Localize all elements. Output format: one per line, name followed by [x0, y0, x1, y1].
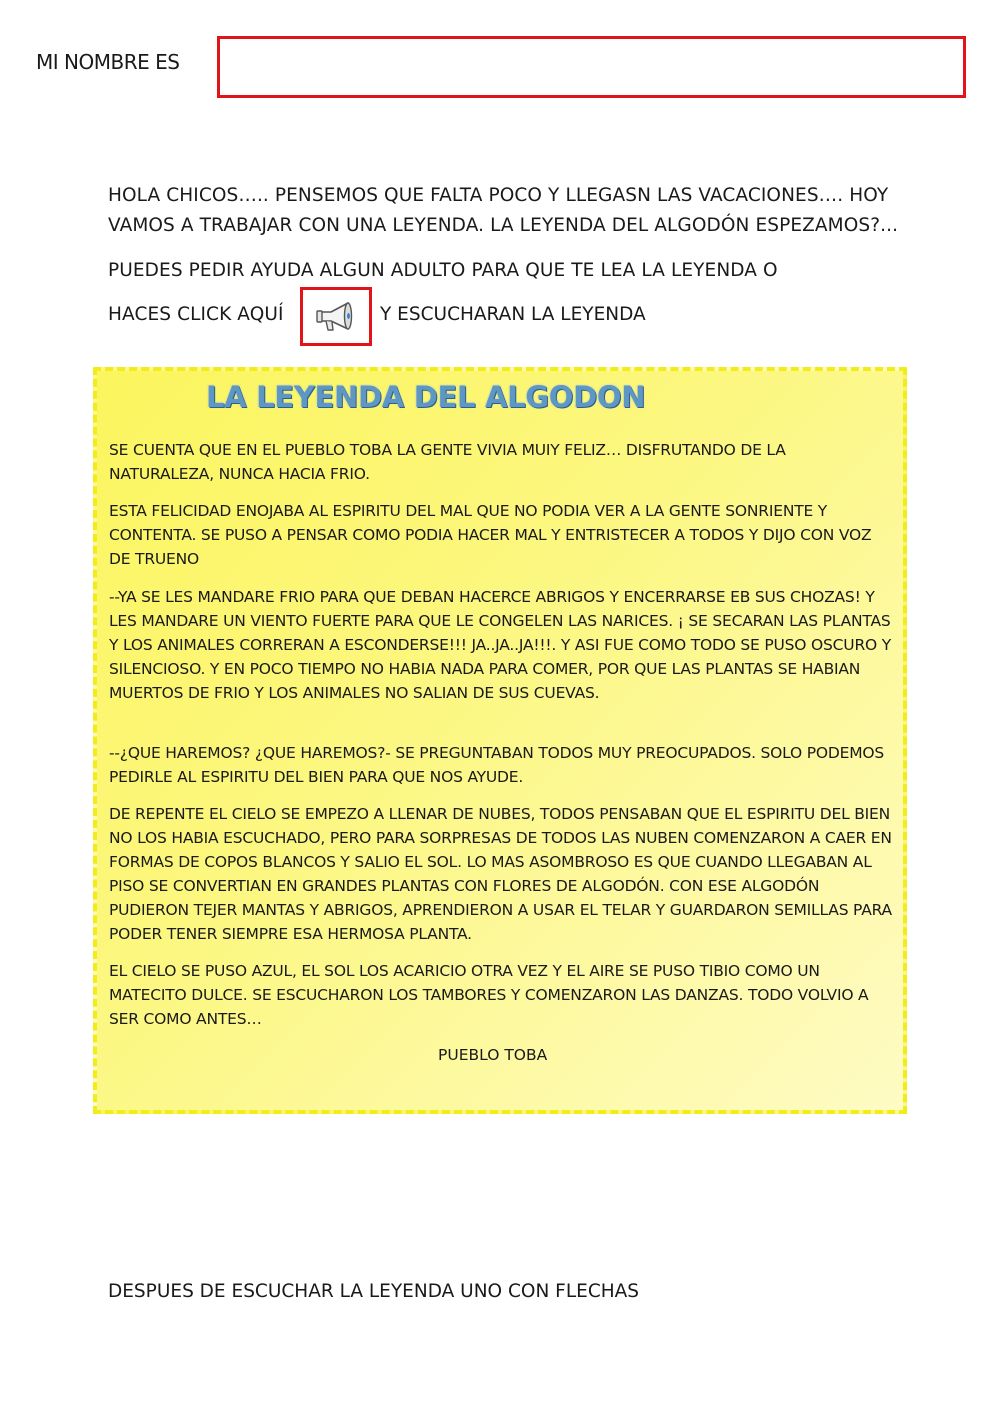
legend-paragraph: ESTA FELICIDAD ENOJABA AL ESPIRITU DEL MAL QUE NO PODIA VER A LA GENTE SONRIENTE Y CONTENTA. SE PUSO A PENSAR COMO PODIA HACER MAL Y ENTRISTECER A TODOS Y DIJO CON VOZ DE TRUENO — [109, 502, 872, 568]
legend-signature: PUEBLO TOBA — [438, 1046, 548, 1064]
intro-paragraph: HOLA CHICOS….. PENSEMOS QUE FALTA POCO Y LLEGASN LAS VACACIONES…. HOY VAMOS A TRABAJAR CON UNA LEYENDA. LA LEYENDA DEL ALGODÓN ESPEZAMOS?... — [108, 185, 899, 236]
legend-paragraph: EL CIELO SE PUSO AZUL, EL SOL LOS ACARICIO OTRA VEZ Y EL AIRE SE PUSO TIBIO COMO UN MATECITO DULCE. SE ESCUCHARON LOS TAMBORES Y COMENZARON LAS DANZAS. TODO VOLVIO A SER COMO ANTES… — [109, 962, 869, 1028]
play-audio-button[interactable] — [300, 287, 372, 346]
name-input[interactable] — [217, 36, 966, 98]
legend-paragraph: DE REPENTE EL CIELO SE EMPEZO A LLENAR DE NUBES, TODOS PENSABAN QUE EL ESPIRITU DEL BIEN NO LOS HABIA ESCUCHADO, PERO PARA SORPRESAS DE TODOS LAS NUBEN COMENZARON A CAER EN FORMAS DE COPOS BLANCOS Y SALIO EL SOL. LO MAS ASOMBROSO ES QUE CUANDO LLEGABAN AL PISO SE CONVERTIAN EN GRANDES PLANTAS CON FLORES DE ALGODÓN. CON ESE ALGODÓN PUDIERON TEJER MANTAS Y ABRIGOS, APRENDIERON A USAR EL TELAR Y GUARDARON SEMILLAS PARA PODER TENER SIEMPRE ESA HERMOSA PLANTA. — [109, 805, 892, 943]
listen-text: Y ESCUCHARAN LA LEYENDA — [380, 304, 646, 325]
name-label: MI NOMBRE ES — [36, 50, 180, 74]
legend-paragraph: --¿QUE HAREMOS? ¿QUE HAREMOS?- SE PREGUNTABAN TODOS MUY PREOCUPADOS. SOLO PODEMOS PEDIRLE AL ESPIRITU DEL BIEN PARA QUE NOS AYUDE. — [109, 744, 885, 786]
click-here-text: HACES CLICK AQUÍ — [108, 304, 284, 325]
legend-paragraph: SE CUENTA QUE EN EL PUEBLO TOBA LA GENTE VIVIA MUIY FELIZ… DISFRUTANDO DE LA NATURALEZA, NUNCA HACIA FRIO. — [109, 441, 786, 483]
megaphone-icon — [314, 299, 358, 335]
activity-instruction: DESPUES DE ESCUCHAR LA LEYENDA UNO CON FLECHAS — [108, 1281, 640, 1302]
legend-title: LA LEYENDA DEL ALGODON — [206, 380, 646, 414]
help-instruction: PUEDES PEDIR AYUDA ALGUN ADULTO PARA QUE TE LEA LA LEYENDA O — [108, 260, 778, 281]
legend-paragraph: --YA SE LES MANDARE FRIO PARA QUE DEBAN HACERCE ABRIGOS Y ENCERRARSE EB SUS CHOZAS! Y LES MANDARE UN VIENTO FUERTE PARA QUE LE CONGELEN LAS NARICES. ¡ SE SECARAN LAS PLANTAS Y LOS ANIMALES CORRERAN A ESCONDERSE!!! JA..JA..JA!!!. Y ASI FUE COMO TODO SE PUSO OSCURO Y SILENCIOSO. Y EN POCO TIEMPO NO HABIA NADA PARA COMER, POR QUE LAS PLANTAS SE HABIAN MUERTOS DE FRIO Y LOS ANIMALES NO SALIAN DE SUS CUEVAS. — [109, 588, 892, 702]
